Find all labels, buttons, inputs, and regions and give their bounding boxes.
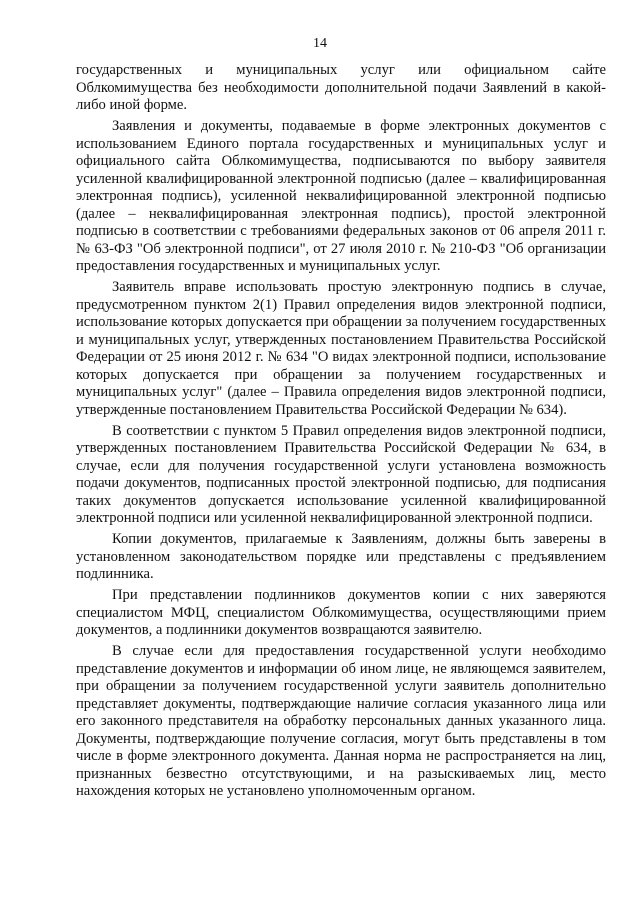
page-number: 14 (313, 36, 327, 51)
paragraph-simple-signature-right: Заявитель вправе использовать простую электронную подпись в случае, предусмотренном пунктом 2(1) Правил определения видов электронной подписи, использование которых допускается при обращении за получением государственных и муниципальных услуг, утвержденных постановлением Правительства Российской Федерации от 25 июня 2012 г. № 634 "О видах электронной подписи, использование которых допускается при обращении за получением государственных и муниципальных услуг" (далее – Правила определения видов электронной подписи, утвержденные постановлением Правительства Российской Федерации № 634). (76, 279, 606, 418)
paragraph-document-copies: Копии документов, прилагаемые к Заявлениям, должны быть заверены в установленном законодательством порядке или представлены с предъявлением подлинника. (76, 531, 606, 582)
document-body (76, 62, 606, 801)
paragraph-electronic-signature-types: Заявления и документы, подаваемые в форме электронных документов с использованием Единого портала государственных и муниципальных услуг и официального сайта Облкомимущества, подписываются по выбору заявителя усиленной квалифицированной электронной подписью (далее – квалифицированная электронная подпись), усиленной неквалифицированной электронной подписью (далее – неквалифицированная электронная подпись), простой электронной подписью в соответствии с требованиями федеральных законов от 06 апреля 2011 г. № 63-ФЗ "Об электронной подписи", от 27 июля 2010 г. № 210-ФЗ "Об организации предоставления государственных и муниципальных услуг. (76, 118, 606, 274)
paragraph-original-documents: При представлении подлинников документов копии с них заверяются специалистом МФЦ, специалистом Облкомимущества, осуществляющими прием документов, а подлинники документов возвращаются заявителю. (76, 587, 606, 638)
paragraph-rule-point-5: В соответствии с пунктом 5 Правил определения видов электронной подписи, утвержденных постановлением Правительства Российской Федерации № 634, в случае, если для получения государственной услуги установлена возможность подачи документов, подписанных простой электронной подписью, для подписания таких документов допускается использование усиленной квалифицированной электронной подписи или усиленной неквалифицированной электронной подписи. (76, 422, 606, 526)
paragraph-third-party-consent: В случае если для предоставления государственной услуги необходимо представление документов и информации об ином лице, не являющемся заявителем, при обращении за получением государственной услуги заявитель дополнительно представляет документы, подтверждающие наличие согласия указанного лица или его законного представителя на обработку персональных данных указанного лица. Документы, подтверждающие получение согласия, могут быть представлены в том числе в форме электронного документа. Данная норма не распространяется на лиц, признанных безвестно отсутствующими, и на разыскиваемых лиц, место нахождения которых не установлено уполномоченным органом. (76, 643, 606, 799)
paragraph-continuation: государственных и муниципальных услуг или официальном сайте Облкомимущества без необходимости дополнительной подачи Заявлений в какой-либо иной форме. (76, 62, 606, 113)
